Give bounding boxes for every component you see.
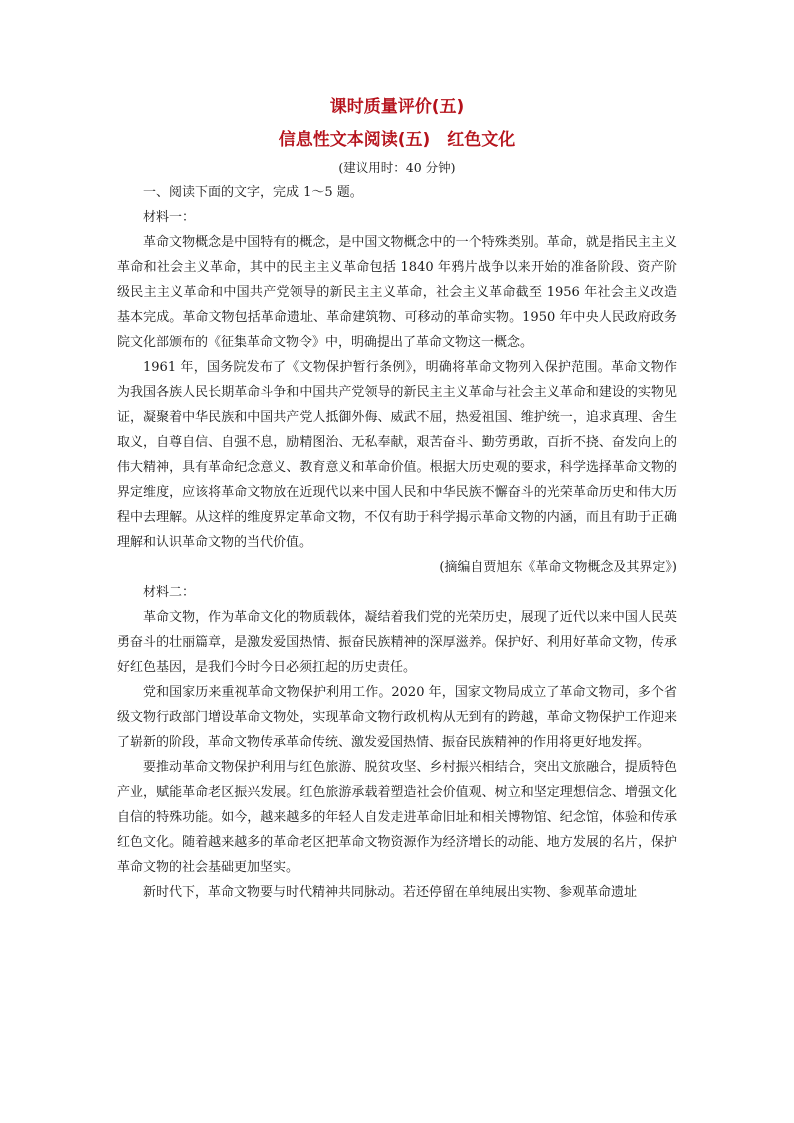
material1-label: 材料一： [143,210,196,225]
material2-label: 材料二： [143,585,196,600]
document-page [117,96,677,905]
instruction: 一、阅读下面的文字，完成 1～5 题。 [143,185,363,200]
material2-paragraph: 革命文物，作为革命文化的物质载体，凝结着我们党的光荣历史，展现了近代以来中国人民英勇奋斗的壮丽篇章，是激发爱国热情、振奋民族精神的深厚滋养。保护好、利用好革命文物，传承好红色基因，是我们今时今日必须扛起的历史责任。 [117,610,677,675]
material2-paragraph: 新时代下，革命文物要与时代精神共同脉动。若还停留在单纯展出实物、参观革命遗址 [143,885,638,900]
document-body [117,180,677,905]
material1-paragraph: 1961 年，国务院发布了《文物保护暂行条例》，明确将革命文物列入保护范围。革命文物作为我国各族人民长期革命斗争和中国共产党领导的新民主主义革命与社会主义革命和建设的实物见证，凝聚着中华民族和中国共产党人抵御外侮、威武不屈，热爱祖国、维护统一，追求真理、舍生取义，自尊自信、自强不息，励精图治、无私奉献，艰苦奋斗、勤劳勇敢，百折不挠、奋发向上的伟大精神，具有革命纪念意义、教育意义和革命价值。根据大历史观的要求，科学选择革命文物的界定维度，应该将革命文物放在近现代以来中国人民和中华民族不懈奋斗的光荣革命历史和伟大历程中去理解。从这样的维度界定革命文物，不仅有助于科学揭示革命文物的内涵，而且有助于正确理解和认识革命文物的当代价值。 [117,360,677,550]
material1-source: (摘编自贾旭东《革命文物概念及其界定》) [439,560,677,575]
material1-paragraph: 革命文物概念是中国特有的概念，是中国文物概念中的一个特殊类别。革命，就是指民主主义革命和社会主义革命，其中的民主主义革命包括 1840 年鸦片战争以来开始的准备阶段、资产阶级民主主义革命和中国共产党领导的新民主主义革命，社会主义革命截至 1956 年社会主义改造基本完成。革命文物包括革命遗址、革命建筑物、可移动的革命实物。1950 年中央人民政府政务院文化部颁布的《征集革命文物令》中，明确提出了革命文物这一概念。 [117,235,677,350]
page-title: 课时质量评价(五) [329,97,465,117]
page-subtitle: 信息性文本阅读(五) 红色文化 [278,130,516,150]
material2-paragraph: 要推动革命文物保护利用与红色旅游、脱贫攻坚、乡村振兴相结合，突出文旅融合，提质特色产业，赋能革命老区振兴发展。红色旅游承载着塑造社会价值观、树立和坚定理想信念、增强文化自信的特殊功能。如今，越来越多的年轻人自发走进革命旧址和相关博物馆、纪念馆，体验和传承红色文化。随着越来越多的革命老区把革命文物资源作为经济增长的动能、地方发展的名片，保护革命文物的社会基础更加坚实。 [117,760,677,875]
material2-paragraph: 党和国家历来重视革命文物保护利用工作。2020 年，国家文物局成立了革命文物司，多个省级文物行政部门增设革命文物处，实现革命文物行政机构从无到有的跨越，革命文物保护工作迎来了崭新的阶段，革命文物传承革命传统、激发爱国热情、振奋民族精神的作用将更好地发挥。 [117,685,677,750]
time-note: (建议用时：40 分钟) [338,160,456,175]
